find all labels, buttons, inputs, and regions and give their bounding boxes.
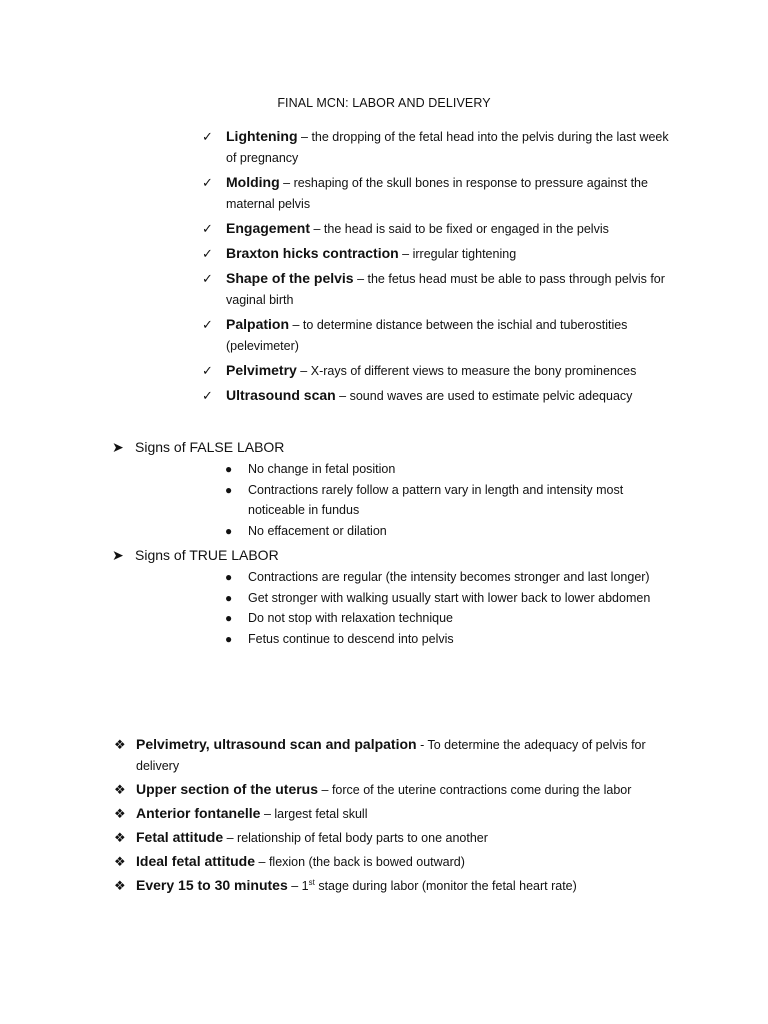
definition: sound waves are used to estimate pelvic adequacy: [349, 389, 633, 403]
list-item: ● Contractions rarely follow a pattern vary in length and intensity most noticeable in fundus: [225, 480, 678, 521]
list-item: ❖ Fetal attitude – relationship of fetal body parts to one another: [112, 827, 672, 849]
term: Upper section of the uterus: [136, 781, 319, 797]
checkmark-icon: ✓: [202, 363, 213, 378]
definition: X-rays of different views to measure the bony prominences: [310, 364, 637, 378]
arrowhead-bullet-icon: ➤: [112, 439, 124, 455]
four-diamond-bullet-icon: ❖: [114, 806, 126, 821]
true-labor-section: [112, 545, 692, 649]
definition: To determine the adequacy of pelvis for delivery: [136, 738, 646, 773]
term: Molding: [226, 174, 280, 190]
definition: the dropping of the fetal head into the pelvis during the last week of pregnancy: [226, 130, 669, 165]
section-heading: ➤ Signs of TRUE LABOR: [112, 547, 279, 563]
checkmark-icon: ✓: [202, 221, 213, 236]
definition: reshaping of the skull bones in response to pressure against the maternal pelvis: [226, 176, 648, 211]
list-item: ● No effacement or dilation: [225, 521, 678, 542]
arrowhead-bullet-icon: ➤: [112, 547, 124, 563]
bullet-list: [225, 459, 692, 541]
list-item: ● Fetus continue to descend into pelvis: [225, 629, 678, 650]
term: Pelvimetry, ultrasound scan and palpation: [136, 736, 417, 752]
term: Every 15 to 30 minutes: [136, 877, 288, 893]
term: Braxton hicks contraction: [226, 245, 399, 261]
list-item: ❖ Every 15 to 30 minutes – 1st stage during labor (monitor the fetal heart rate): [112, 875, 672, 897]
list-item: ✓ Lightening – the dropping of the fetal head into the pelvis during the last week of pregnancy: [202, 128, 669, 165]
round-bullet-icon: ●: [225, 570, 233, 584]
term: Engagement: [226, 220, 311, 236]
checkmark-icon: ✓: [202, 175, 213, 190]
checkmark-icon: ✓: [202, 388, 213, 403]
definition: stage during labor (monitor the fetal heart rate): [314, 879, 577, 893]
list-item: ● Do not stop with relaxation technique: [225, 608, 678, 629]
list-item: ✓ Engagement – the head is said to be fixed or engaged in the pelvis: [200, 218, 680, 240]
term: Lightening: [226, 128, 298, 144]
checkmark-icon: ✓: [202, 129, 213, 144]
four-diamond-bullet-icon: ❖: [114, 878, 126, 893]
definition: relationship of fetal body parts to one another: [237, 831, 488, 845]
term: Palpation: [226, 316, 290, 332]
round-bullet-icon: ●: [225, 462, 233, 476]
round-bullet-icon: ●: [225, 523, 233, 538]
list-item: ❖ Ideal fetal attitude – flexion (the back is bowed outward): [112, 851, 672, 873]
round-bullet-icon: ●: [225, 590, 233, 605]
list-item: ❖ Upper section of the uterus – force of the uterine contractions come during the labor: [112, 779, 672, 801]
list-item: ✓ Palpation – to determine distance between the ischial and tuberostities (pelevimeter): [202, 316, 628, 353]
definition: largest fetal skull: [274, 807, 368, 821]
term: Anterior fontanelle: [136, 805, 261, 821]
section-heading: ➤ Signs of FALSE LABOR: [112, 439, 285, 455]
four-diamond-bullet-icon: ❖: [114, 830, 126, 845]
checkmark-icon: ✓: [202, 271, 213, 286]
false-labor-section: [112, 437, 692, 541]
term: Fetal attitude: [136, 829, 224, 845]
list-item: ❖ Pelvimetry, ultrasound scan and palpation - To determine the adequacy of pelvis for delivery: [114, 736, 646, 773]
round-bullet-icon: ●: [225, 631, 233, 646]
page-title: FINAL MCN: LABOR AND DELIVERY: [277, 96, 491, 110]
list-item: ● Get stronger with walking usually start with lower back to lower abdomen: [225, 588, 678, 609]
definition: force of the uterine contractions come during the labor: [331, 783, 632, 797]
four-diamond-bullet-icon: ❖: [114, 737, 126, 752]
definition: the fetus head must be able to pass through pelvis for vaginal birth: [226, 272, 665, 307]
list-item: ● Contractions are regular (the intensity becomes stronger and last longer): [225, 567, 678, 588]
list-item: ❖ Anterior fontanelle – largest fetal skull: [112, 803, 672, 825]
list-item: ✓ Molding – reshaping of the skull bones in response to pressure against the maternal pelvis: [202, 174, 648, 211]
list-item: ● No change in fetal position: [225, 459, 678, 480]
list-item: ✓ Ultrasound scan – sound waves are used to estimate pelvic adequacy: [200, 385, 680, 407]
definition: to determine distance between the ischial and tuberostities (pelevimeter): [226, 318, 628, 353]
checkmark-icon: ✓: [202, 246, 213, 261]
round-bullet-icon: ●: [225, 482, 233, 497]
term: Ultrasound scan: [226, 387, 336, 403]
definition: irregular tightening: [412, 247, 517, 261]
term: Ideal fetal attitude: [136, 853, 256, 869]
list-item: ✓ Pelvimetry – X-rays of different views to measure the bony prominences: [200, 360, 680, 382]
term: Pelvimetry: [226, 362, 297, 378]
round-bullet-icon: ●: [225, 611, 233, 625]
term: Shape of the pelvis: [226, 270, 354, 286]
four-diamond-bullet-icon: ❖: [114, 782, 126, 797]
definition: flexion (the back is bowed outward): [268, 855, 465, 869]
diamond-list: [112, 734, 672, 899]
list-item: ✓ Shape of the pelvis – the fetus head must be able to pass through pelvis for vaginal birth: [202, 270, 665, 307]
list-item: ✓ Braxton hicks contraction – irregular tightening: [200, 243, 680, 265]
definition: the head is said to be fixed or engaged in the pelvis: [323, 222, 609, 236]
four-diamond-bullet-icon: ❖: [114, 854, 126, 869]
bullet-list: [225, 567, 692, 649]
checkmark-icon: ✓: [202, 317, 213, 332]
check-list: [200, 126, 680, 410]
